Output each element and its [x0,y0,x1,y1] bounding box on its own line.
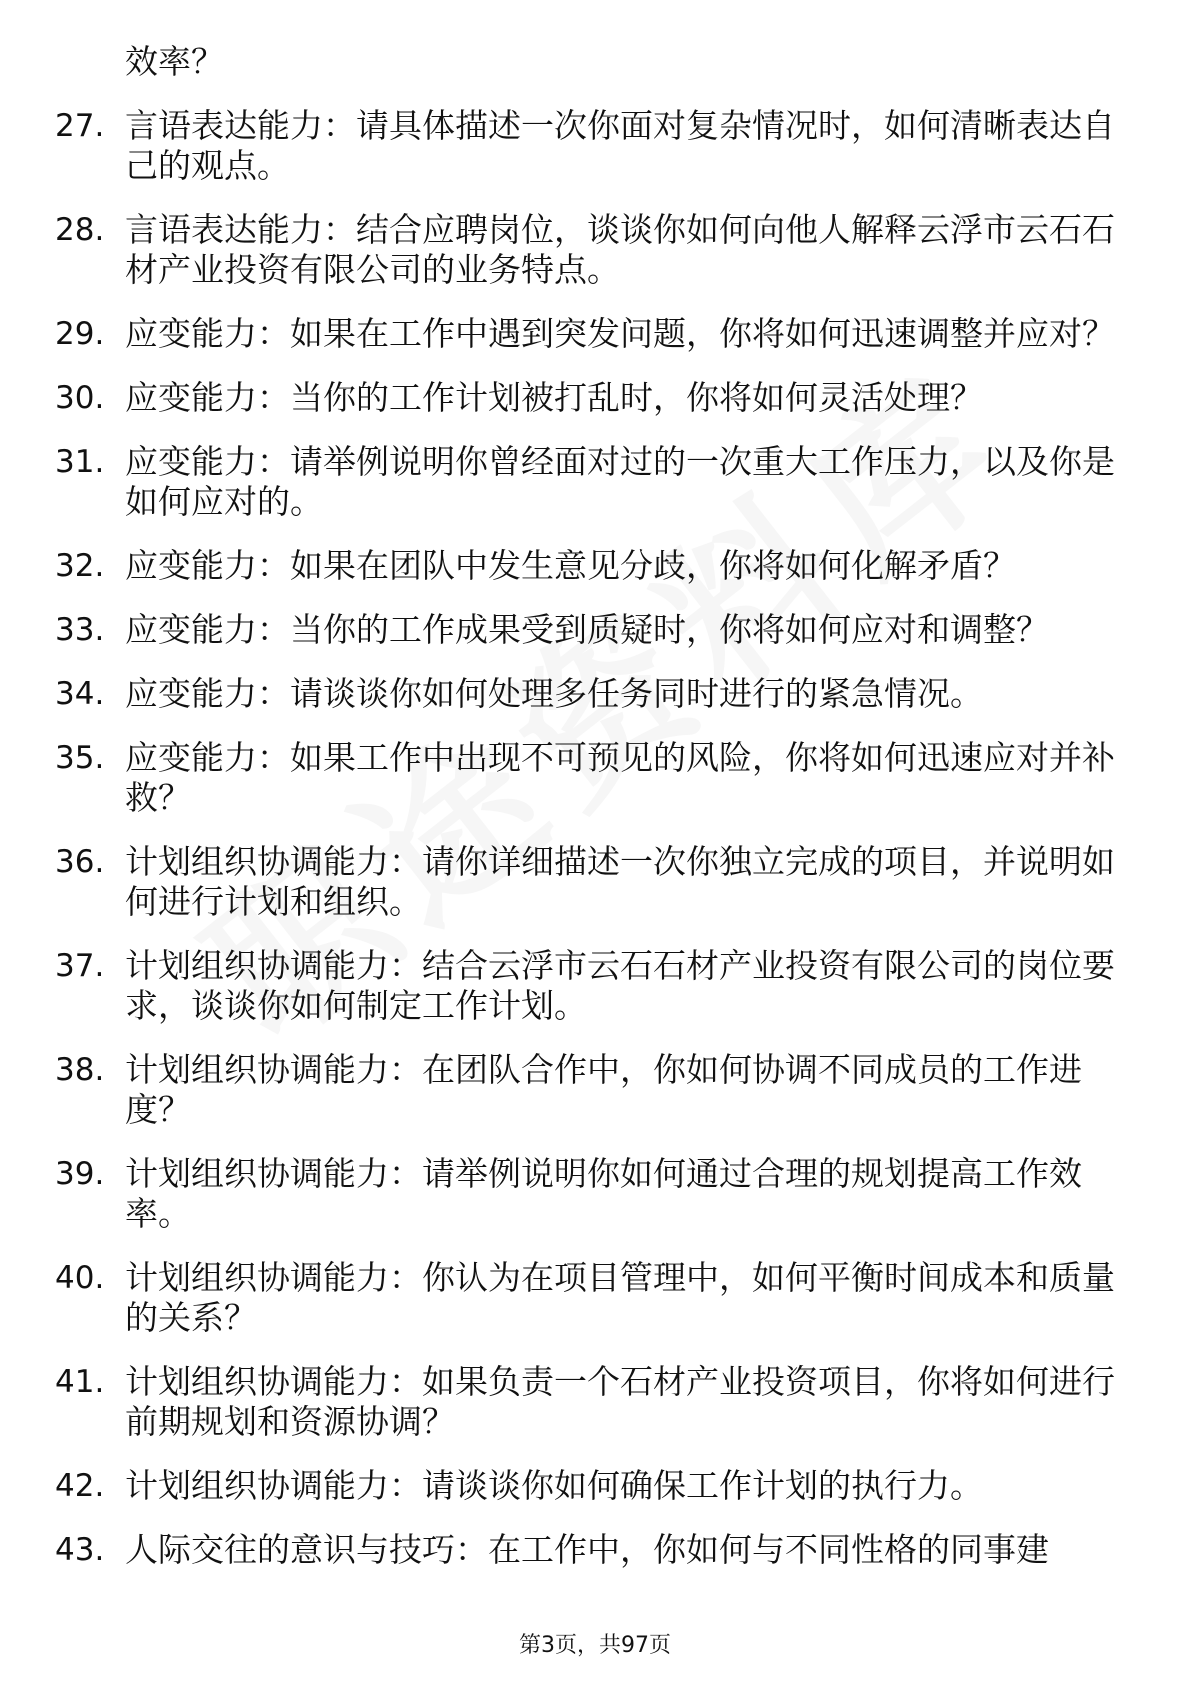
item-text: 计划组织协调能力：请谈谈你如何确保工作计划的执行力。 [125,1466,983,1505]
item-number-label: 34. [55,676,105,712]
list-item [0,674,1190,714]
item-number [0,1530,125,1570]
item-number [0,106,125,186]
item-number [0,610,125,650]
item-text: 应变能力：请举例说明你曾经面对过的一次重大工作压力，以及你是如何应对的。 [125,442,1115,521]
item-text: 言语表达能力：请具体描述一次你面对复杂情况时，如何清晰表达自己的观点。 [125,106,1115,185]
item-text: 应变能力：如果工作中出现不可预见的风险，你将如何迅速应对并补救？ [125,738,1115,817]
item-number-label: 32. [55,548,105,584]
list-item [0,1258,1190,1338]
list-item [0,738,1190,818]
item-text: 计划组织协调能力：请举例说明你如何通过合理的规划提高工作效率。 [125,1154,1082,1233]
list-item [0,946,1190,1026]
question-list [0,42,1190,1594]
item-number-label: 39. [55,1156,105,1192]
item-number [0,1154,125,1234]
list-item [0,442,1190,522]
item-number [0,1466,125,1506]
list-item [0,1530,1190,1570]
list-item [0,842,1190,922]
item-number [0,738,125,818]
item-text: 计划组织协调能力：请你详细描述一次你独立完成的项目，并说明如何进行计划和组织。 [125,842,1115,921]
item-number-label: 40. [55,1260,105,1296]
item-number-label: 35. [55,740,105,776]
item-text: 计划组织协调能力：你认为在项目管理中，如何平衡时间成本和质量的关系？ [125,1258,1115,1337]
item-number-label: 36. [55,844,105,880]
continuation-line: 效率？ [125,42,224,81]
list-item [0,1466,1190,1506]
item-number [0,378,125,418]
item-number [0,314,125,354]
item-text: 应变能力：如果在团队中发生意见分歧，你将如何化解矛盾？ [125,546,1016,585]
item-number-label: 41. [55,1364,105,1400]
item-number [0,442,125,522]
list-item [0,610,1190,650]
list-item [0,1050,1190,1130]
list-item [0,106,1190,186]
item-number [0,842,125,922]
item-number-label: 38. [55,1052,105,1088]
item-number [0,1362,125,1442]
item-number-label: 42. [55,1468,105,1504]
item-text: 应变能力：当你的工作计划被打乱时，你将如何灵活处理？ [125,378,983,417]
page-footer: 第3页，共97页 [519,1633,671,1658]
item-text: 应变能力：当你的工作成果受到质疑时，你将如何应对和调整？ [125,610,1049,649]
item-number [0,546,125,586]
list-item [0,1154,1190,1234]
list-item [0,210,1190,290]
item-number-label: 30. [55,380,105,416]
list-item [0,1362,1190,1442]
item-text: 人际交往的意识与技巧：在工作中，你如何与不同性格的同事建 [125,1530,1049,1569]
item-number [0,1050,125,1130]
item-number [0,946,125,1026]
list-item [0,314,1190,354]
item-text: 应变能力：请谈谈你如何处理多任务同时进行的紧急情况。 [125,674,983,713]
item-text: 计划组织协调能力：如果负责一个石材产业投资项目，你将如何进行前期规划和资源协调？ [125,1362,1115,1441]
item-text: 言语表达能力：结合应聘岗位，谈谈你如何向他人解释云浮市云石石材产业投资有限公司的业务特点。 [125,210,1115,289]
item-number-label: 28. [55,212,105,248]
item-number-label: 31. [55,444,105,480]
item-number [0,1258,125,1338]
item-text: 计划组织协调能力：结合云浮市云石石材产业投资有限公司的岗位要求，谈谈你如何制定工作计划。 [125,946,1115,1025]
item-number-label: 43. [55,1532,105,1568]
item-text: 计划组织协调能力：在团队合作中，你如何协调不同成员的工作进度？ [125,1050,1082,1129]
item-number-label: 29. [55,316,105,352]
list-item [0,378,1190,418]
item-text: 应变能力：如果在工作中遇到突发问题，你将如何迅速调整并应对？ [125,314,1115,353]
list-item [0,546,1190,586]
item-number-label: 27. [55,108,105,144]
item-number-label: 37. [55,948,105,984]
item-number-label: 33. [55,612,105,648]
item-number [0,210,125,290]
item-number [0,674,125,714]
